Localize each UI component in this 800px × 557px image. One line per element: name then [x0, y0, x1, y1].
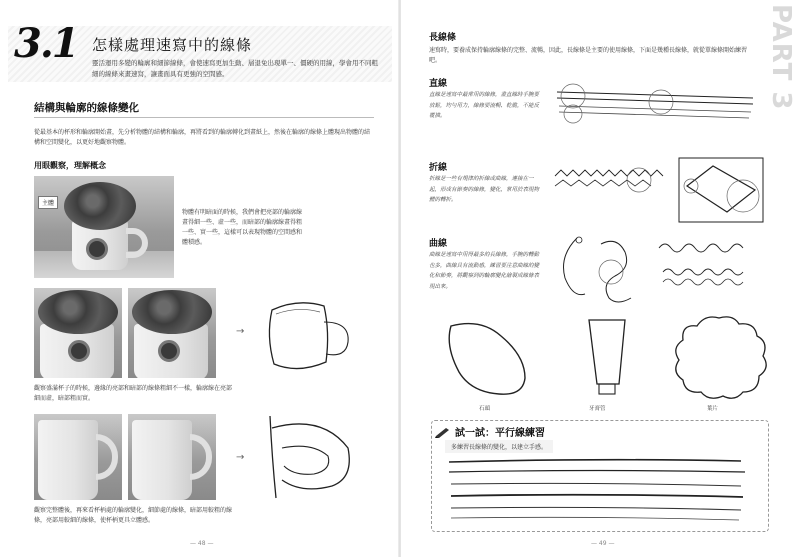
fold-title: 折線: [429, 163, 448, 173]
chapter-title: 怎樣處理速寫中的線條: [92, 36, 253, 54]
mug-photo-left-1: [34, 288, 122, 378]
subsection-title: 用眼觀察，理解概念: [34, 161, 106, 170]
pencil-icon: [435, 426, 451, 438]
section-body: 從最基本的杯形和輪廓開始畫，先分析物體的結構和輪廓，再將看到的輪廓轉化到畫紙上，然後在輪廓的線條上體現出物體的結構和空間變化，以更好地觀察物體。: [34, 129, 371, 146]
caption-2: 觀察完整體後，再來看杯柄處的輪廓變化，細節處的線條，暗部用較粗的線條，亮部用較細的線條，使杯柄更具立體感。: [34, 507, 233, 524]
practice-header: [435, 424, 545, 439]
part-label-text: PART 3: [766, 4, 796, 111]
section-divider: [34, 117, 374, 118]
zigzag-line-sketch: [551, 150, 671, 206]
straight-body: 直線是速寫中最常用的線條，畫直線時手腕要放鬆，均勻用力，線條要流暢、乾脆，不能反覆描。: [429, 92, 540, 119]
part-side-label: [766, 4, 796, 164]
arrow-right-icon: →: [236, 452, 245, 463]
practice-instruction: 多練習長線條的變化，以建立手感。: [445, 440, 553, 453]
label-stone: 石頭: [479, 406, 491, 412]
photo-cactus: [64, 182, 136, 230]
fold-body: 折線是一些有規律的折線或曲線，連接在一起，形成有節奏的線條，變化，常用於表現物體的轉折。: [429, 176, 540, 203]
curve-title: 曲線: [429, 239, 448, 249]
mug-photo-left-2: [34, 414, 122, 500]
practice-title: 試一試：平行線練習: [455, 428, 545, 439]
long-line-body: 速寫時，要養成保持輪廓線條的完整、流暢，因此，長線條是主要的使用線條，下面是幾種長線條，就從單線條開始練習吧。: [429, 47, 748, 64]
stone-sketch: [441, 316, 533, 398]
photo-mug-label: [158, 340, 180, 362]
photo-mug-label: [68, 340, 90, 362]
handle-outline-sketch: [262, 408, 358, 504]
section-title: 結構與輪廓的線條變化: [34, 102, 139, 114]
label-leaf: 葉片: [707, 406, 719, 412]
chapter-intro: 靈活運用多變的輪廓和細節線條，會使速寫更加生動、層退免出現單一、僵硬的用線，學會用不同粗細的線條來畫速寫，讓畫面具有更強的空間感。: [92, 59, 378, 78]
photo-mug-label: [86, 238, 108, 260]
mug-photo-right-1: [128, 288, 216, 378]
label-toothpaste: 牙膏管: [589, 406, 606, 412]
photo-cactus: [132, 290, 212, 334]
leaf-sketch: [669, 312, 773, 402]
page-number-right: — 49 —: [591, 540, 615, 547]
caption-1: 觀察盛滿杯子的時候，邊緣的亮部和暗部的線條粗細不一樣，輪廓線在亮部細而虛，暗部粗而實。: [34, 385, 233, 402]
page-number-left: — 48 —: [190, 540, 214, 547]
folded-box-sketch: [673, 150, 769, 230]
toothpaste-tube-sketch: [579, 314, 639, 402]
chapter-number: 3.1: [14, 20, 78, 67]
curve-body: 曲線是速寫中用得最多的長線條，手腕的轉動也多，曲線具有流動感，練習要注意曲線的變化和節奏，將觀察到的輪廓變化繪製成線條表現出來。: [429, 252, 540, 290]
photo-cactus: [38, 290, 118, 334]
parallel-lines-practice: [441, 456, 761, 528]
right-page: [400, 0, 800, 557]
mug-outline-sketch: [258, 292, 358, 382]
arrow-right-icon: →: [236, 326, 245, 337]
photo-tag: 主體: [38, 196, 58, 209]
straight-title: 直線: [429, 79, 448, 89]
photo-mug: [132, 420, 192, 500]
long-line-title: 長線條: [429, 33, 457, 43]
photo-note: 物體有明暗面的時候，我們會把亮部的輪廓線畫得細一些、虛一些，而暗部的輪廓線畫得粗一些、實一些，這樣可以表現物體的空間感和體積感。: [182, 209, 303, 246]
mug-photo-right-2: [128, 414, 216, 500]
curve-line-sketch: [551, 228, 771, 308]
photo-mug-handle: [190, 434, 212, 480]
straight-line-sketch: [553, 78, 763, 134]
mug-photo: [34, 176, 174, 278]
photo-mug-handle: [96, 434, 118, 480]
photo-mug: [38, 420, 98, 500]
